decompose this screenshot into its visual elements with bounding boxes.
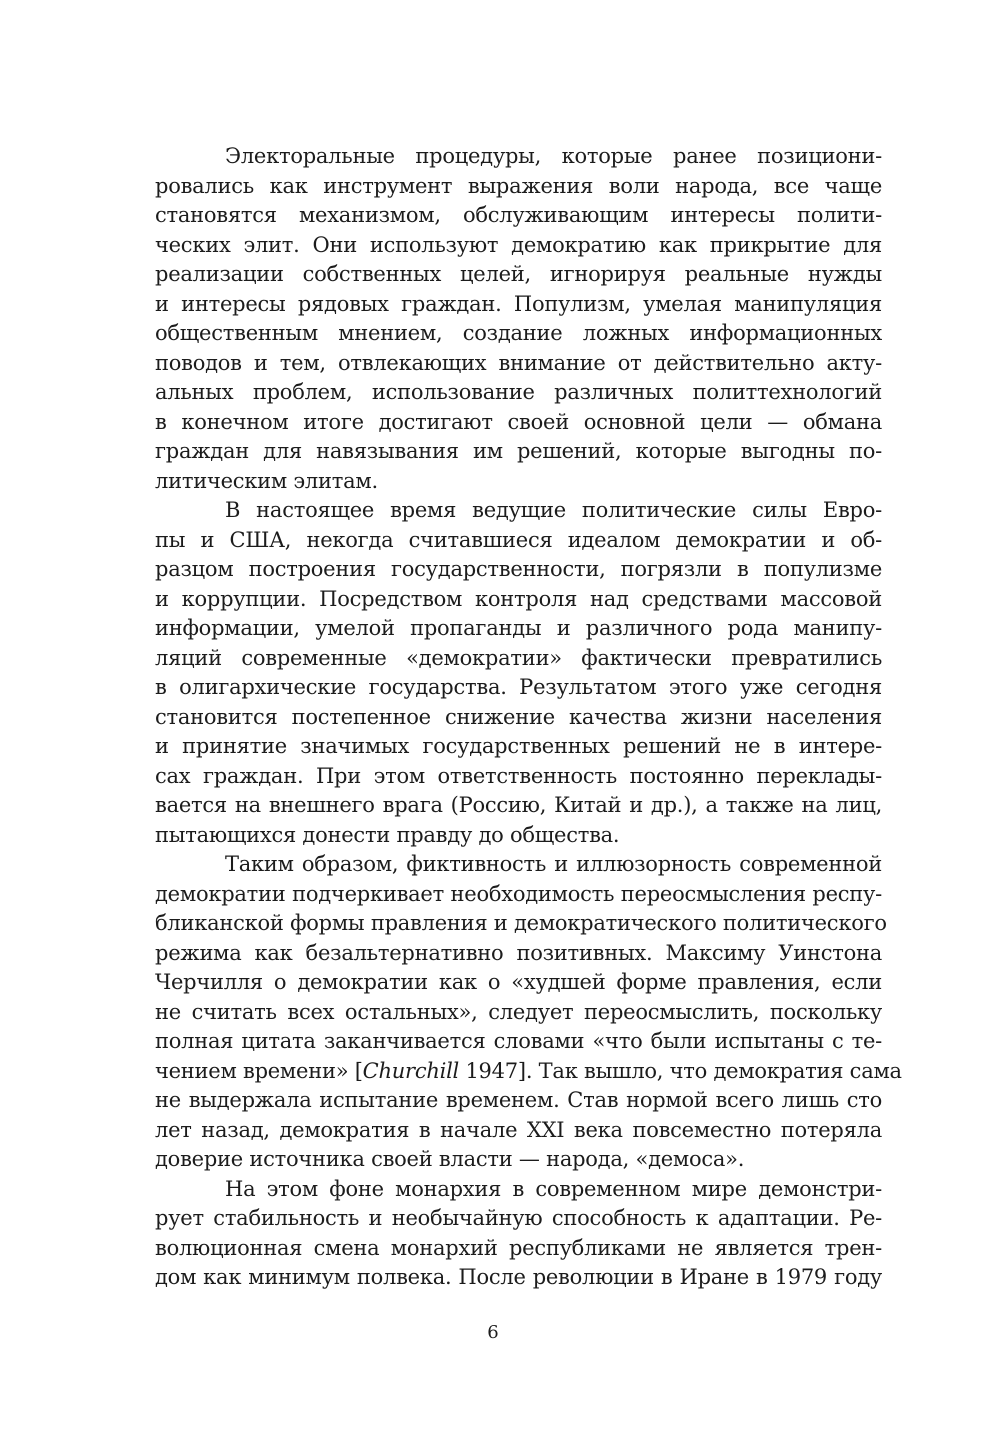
paragraph-3	[155, 850, 902, 1175]
text-line-with-citation	[155, 1057, 902, 1087]
text-line: становятся механизмом, обслуживающим интересы полити-	[155, 203, 882, 227]
text-line: доверие источника своей власти — народа, «демоса».	[155, 1147, 745, 1171]
text-line: На этом фоне монархия в современном мире демонстри-	[225, 1176, 882, 1201]
text-segment: 1947]. Так вышло, что демократия сама	[459, 1058, 902, 1083]
text-line: ческих элит. Они используют демократию как прикрытие для	[155, 232, 882, 257]
text-line: литическим элитам.	[155, 468, 378, 493]
text-line: В настоящее время ведущие политические силы Евро-	[225, 498, 882, 522]
text-line: рует стабильность и необычайную способность к адаптации. Ре-	[155, 1206, 882, 1230]
paragraph-4	[155, 1175, 882, 1293]
text-line: реализации собственных целей, игнорируя реальные нужды	[155, 262, 882, 286]
text-line: сах граждан. При этом ответственность постоянно переклады-	[155, 763, 882, 788]
text-line: пы и США, некогда считавшиеся идеалом демократии и об-	[155, 527, 882, 552]
text-line: информации, умелой пропаганды и различного рода манипу-	[155, 616, 882, 640]
text-line: граждан для навязывания им решений, которые выгодны по-	[155, 439, 882, 463]
text-line: не выдержала испытание временем. Став нормой всего лишь сто	[155, 1088, 882, 1112]
text-line: Электоральные процедуры, которые ранее позициони-	[225, 144, 882, 168]
citation-author: Churchill	[362, 1058, 460, 1083]
text-line: ляций современные «демократии» фактически превратились	[155, 645, 882, 670]
text-line: дом как минимум полвека. После революции в Иране в 1979 году	[155, 1265, 882, 1289]
text-line: режима как безальтернативно позитивных. Максиму Уинстона	[155, 940, 882, 965]
text-line: не считать всех остальных», следует переосмыслить, поскольку	[155, 999, 882, 1024]
text-line: и интересы рядовых граждан. Популизм, умелая манипуляция	[155, 291, 882, 316]
text-line: полная цитата заканчивается словами «что были испытаны с те-	[155, 1029, 882, 1053]
text-line: поводов и тем, отвлекающих внимание от действительно акту-	[155, 350, 882, 375]
text-line: бликанской формы правления и демократического политического	[155, 911, 887, 935]
text-line: вается на внешнего врага (Россию, Китай и др.), а также на лиц,	[155, 793, 882, 817]
text-line: становится постепенное снижение качества жизни населения	[155, 704, 882, 729]
text-line: демократии подчеркивает необходимость переосмысления респу-	[155, 881, 882, 906]
text-line: Таким образом, фиктивность и иллюзорность современной	[225, 852, 882, 876]
text-line: и коррупции. Посредством контроля над средствами массовой	[155, 586, 882, 611]
text-line: в олигархические государства. Результатом этого уже сегодня	[155, 675, 882, 699]
text-line: лет назад, демократия в начале XXI века повсеместно потеряла	[155, 1117, 882, 1142]
text-line: и принятие значимых государственных решений не в интере-	[155, 734, 882, 758]
paragraph-1	[155, 142, 882, 496]
text-line: в конечном итоге достигают своей основной цели — обмана	[155, 409, 882, 434]
text-line: разцом построения государственности, погрязли в популизме	[155, 557, 882, 581]
text-line: ровались как инструмент выражения воли народа, все чаще	[155, 173, 882, 198]
page-number: 6	[487, 1322, 499, 1343]
text-line: пытающихся донести правду до общества.	[155, 822, 620, 847]
body-text	[155, 142, 902, 1293]
text-line: альных проблем, использование различных политтехнологий	[155, 380, 882, 404]
text-segment: чением времени» [	[155, 1058, 363, 1083]
text-line: волюционная смена монархий республиками не является трен-	[155, 1235, 882, 1260]
text-line: общественным мнением, создание ложных информационных	[155, 321, 882, 345]
text-line: Черчилля о демократии как о «худшей форме правления, если	[155, 970, 882, 994]
paragraph-2	[155, 496, 882, 850]
